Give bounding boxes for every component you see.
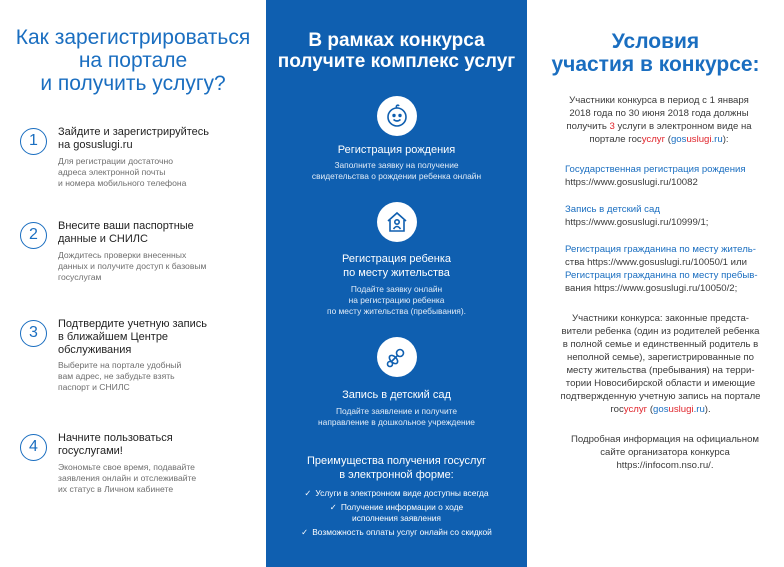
intro-link-part: uslugi [686, 134, 712, 145]
section-description [266, 406, 527, 428]
step-title-line: госуслугами! [58, 445, 123, 457]
intro-text: услуги в электронном виде на [614, 121, 752, 132]
service-birth-registration [565, 163, 780, 189]
intro-text: получить [566, 121, 610, 132]
participants-text: ). [704, 404, 711, 415]
step-desc-line: адреса электронной почты [58, 167, 166, 177]
participants-line: неполной семье), зарегистрированные по [567, 352, 754, 363]
participants-link-part: uslugi [668, 404, 694, 415]
intro-highlight: 3 [609, 121, 615, 132]
step-desc-line: и номера мобильного телефона [58, 178, 187, 188]
step-desc-line: Дождитесь проверки внесенных [58, 250, 187, 260]
section-desc-line: направление в дошкольное учреждение [318, 417, 475, 427]
step-title-line: Внесите ваши паспортные [58, 220, 194, 232]
checkmark-icon: ✓ [304, 488, 312, 498]
right-column [527, 0, 784, 567]
intro-text: портале гос [589, 134, 642, 145]
middle-title-line: получите комплекс услуг [277, 51, 516, 72]
participants-line: в полной семье и единственный родитель в [562, 339, 759, 350]
house-person-icon [377, 202, 417, 242]
service-residence-registration [565, 243, 783, 295]
step-desc-line: вам адрес, не забудьте взять [58, 371, 175, 381]
section-desc-line: свидетельства о рождении ребенка онлайн [311, 171, 482, 181]
service-line: Регистрация гражданина по месту житель- [565, 244, 756, 255]
service-line: Регистрация гражданина по месту пребыв- [565, 270, 758, 281]
section-title-line: Регистрация ребенка [341, 253, 451, 265]
middle-title [266, 30, 527, 72]
left-title [0, 26, 266, 95]
participants-line: месту жительства (пребывания) на терри- [566, 365, 755, 376]
step-number-circle: 4 [20, 434, 47, 461]
benefit-line: Получение информации о ходе [340, 502, 464, 512]
benefits-title-line: в электронной форме: [339, 469, 454, 481]
step-description [58, 156, 258, 189]
right-title-line: участия в конкурсе: [551, 53, 760, 76]
left-title-line: и получить услугу? [40, 72, 226, 95]
intro-text: ): [722, 134, 729, 145]
benefit-item [266, 527, 527, 538]
intro-text: ( [665, 134, 671, 145]
participants-line: тории Новосибирской области и имеющие [565, 378, 756, 389]
step-title-line: Подтвердите учетную запись [58, 318, 207, 330]
service-link[interactable]: https://www.gosuslugi.ru/10999/1; [565, 217, 709, 228]
step-desc-line: Выберите на портале удобный [58, 360, 182, 370]
middle-column [266, 0, 527, 567]
step-title-line: обслуживания [58, 344, 132, 356]
section-title-line: Запись в детский сад [342, 389, 451, 401]
step-number-circle: 2 [20, 222, 47, 249]
participants-text: гос [610, 404, 624, 415]
footer-link[interactable]: https://infocom.nso.ru/. [616, 460, 714, 471]
participants-line: Участники конкурса: законные предста- [572, 313, 749, 324]
step-title [58, 126, 258, 152]
service-line[interactable]: вания https://www.gosuslugi.ru/10050/2; [565, 283, 738, 294]
step-title-line: на gosuslugi.ru [58, 139, 133, 151]
section-desc-line: Подайте заявку онлайн [350, 284, 443, 294]
service-line[interactable]: ства https://www.gosuslugi.ru/10050/1 или [565, 257, 747, 268]
step-desc-line: Для регистрации достаточно [58, 156, 174, 166]
section-title-line: по месту жительства [343, 267, 450, 279]
participants-line: подтвержденную учетную запись на портале [560, 391, 761, 402]
pacifier-icon [377, 337, 417, 377]
step-desc-line: заявления онлайн и отслеживайте [58, 473, 197, 483]
checkmark-icon: ✓ [329, 502, 337, 512]
left-title-line: на портале [78, 49, 188, 72]
service-name: Государственная регистрация рождения [565, 164, 746, 175]
step-title [58, 432, 258, 458]
benefits-title [266, 454, 527, 482]
step-title-line: Зайдите и зарегистрируйтесь [58, 126, 210, 138]
intro-line: 2018 года по 30 июня 2018 года должны [569, 108, 749, 119]
benefits-title-line: Преимущества получения госуслуг [307, 455, 486, 467]
participants-link-part: .ru [693, 404, 705, 415]
step-title-line: данные и СНИЛС [58, 233, 148, 245]
section-desc-line: Заполните заявку на получение [334, 160, 459, 170]
participants-line: вители ребенка (один из родителей ребенка [561, 326, 760, 337]
section-desc-line: Подайте заявление и получите [335, 406, 458, 416]
service-name: Запись в детский сад [565, 204, 660, 215]
benefit-line: Возможность оплаты услуг онлайн со скидкой [312, 527, 492, 537]
participants-text: ( [647, 404, 654, 415]
intro-link-part: .ru [711, 134, 723, 145]
benefit-line: Услуги в электронном виде доступны всегда [315, 488, 489, 498]
step-title [58, 318, 258, 357]
right-title [527, 30, 784, 76]
step-description [58, 360, 258, 393]
step-desc-line: паспорт и СНИЛС [58, 382, 130, 392]
step-desc-line: их статус в Личном кабинете [58, 484, 174, 494]
section-title-line: Регистрация рождения [337, 144, 456, 156]
step-title-line: Начните пользоваться [58, 432, 173, 444]
intro-highlight: услуг [641, 134, 666, 145]
participants-highlight: услуг [623, 404, 648, 415]
baby-face-icon [377, 96, 417, 136]
step-description [58, 250, 258, 283]
step-desc-line: госуслугам [58, 272, 102, 282]
section-title [266, 388, 527, 402]
middle-title-line: В рамках конкурса [308, 30, 485, 51]
service-link[interactable]: https://www.gosuslugi.ru/10082 [565, 177, 698, 188]
section-description [266, 160, 527, 182]
step-description [58, 462, 258, 495]
benefit-item [266, 502, 527, 524]
intro-paragraph [543, 94, 775, 146]
participants-paragraph [543, 312, 778, 416]
intro-link-part: gos [670, 134, 687, 145]
step-number-circle: 3 [20, 320, 47, 347]
section-desc-line: на регистрацию ребенка [348, 295, 445, 305]
section-title [266, 252, 527, 280]
step-number-circle: 1 [20, 128, 47, 155]
section-title [266, 143, 527, 157]
left-column [0, 0, 266, 567]
step-title [58, 220, 258, 246]
section-desc-line: по месту жительства (пребывания). [327, 306, 466, 316]
benefit-line: исполнения заявления [352, 513, 441, 523]
footer-line: сайте организатора конкурса [600, 447, 730, 458]
section-description [266, 284, 527, 317]
benefit-item [266, 488, 527, 499]
intro-line: Участники конкурса в период с 1 января [569, 95, 749, 106]
step-desc-line: Экономьте свое время, подавайте [58, 462, 195, 472]
checkmark-icon: ✓ [301, 527, 309, 537]
step-desc-line: данных и получите доступ к базовым [58, 261, 207, 271]
step-title-line: в ближайшем Центре [58, 331, 169, 343]
footer-line: Подробная информация на официальном [570, 434, 760, 445]
service-kindergarten [565, 203, 780, 229]
footer-paragraph [549, 433, 781, 472]
right-title-line: Условия [611, 30, 700, 53]
participants-link-part: gos [653, 404, 669, 415]
left-title-line: Как зарегистрироваться [15, 26, 251, 49]
